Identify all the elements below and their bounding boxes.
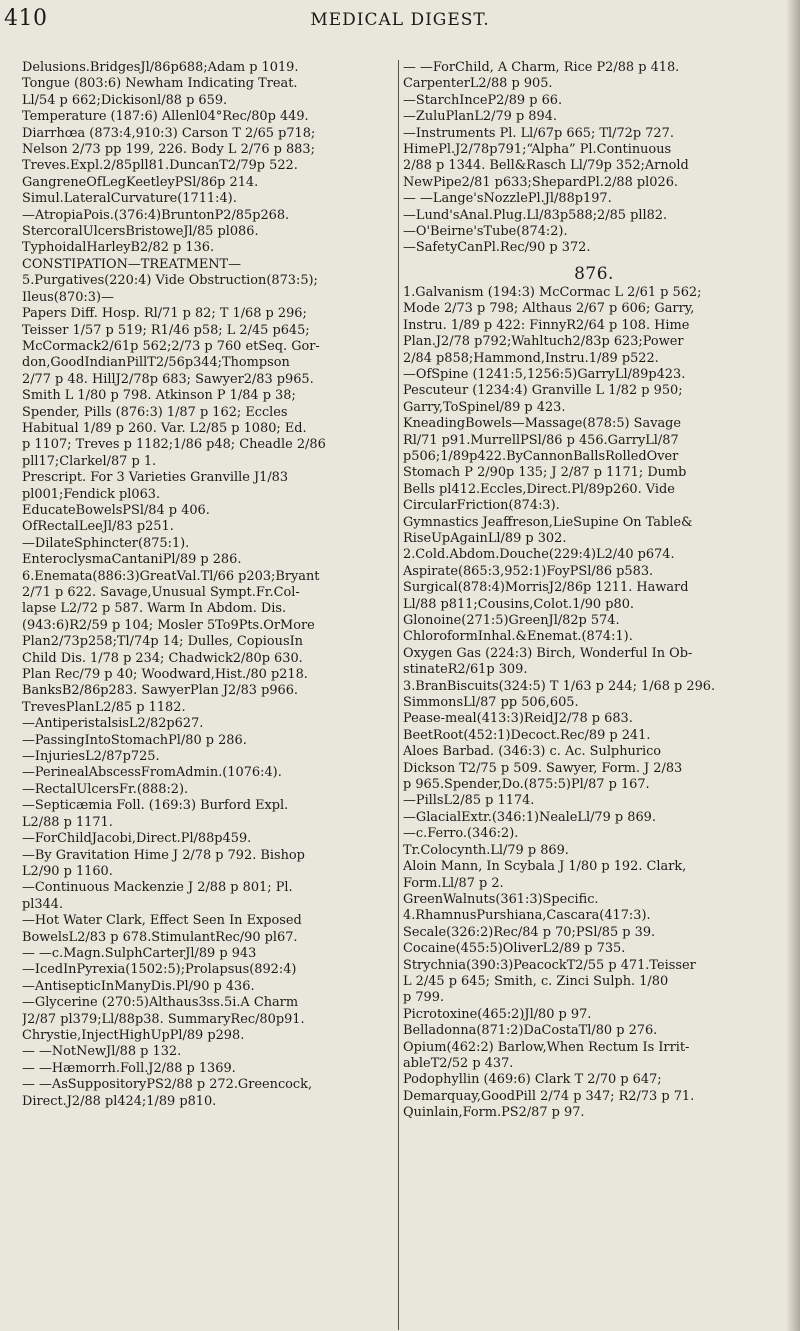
index-line: Temperature (187:6) Allenl04°Rec/80p 449. [22,109,309,125]
index-line: EducateBowelsPSl/84 p 406. [22,502,210,518]
index-line: — —c.Magn.SulphCarterJl/89 p 943 [22,945,257,961]
index-line: CircularFriction(874:3). [403,498,560,514]
index-line: BowelsL2/83 p 678.StimulantRec/90 pl67. [22,929,298,945]
index-line: Podophyllin (469:6) Clark T 2/70 p 647; [403,1072,662,1088]
index-line: —InjuriesL2/87p725. [22,749,160,765]
index-line: Opium(462:2) Barlow,When Rectum Is Irrit- [403,1039,690,1055]
index-line: ChloroformInhal.&Enemat.(874:1). [403,629,633,645]
index-line: —OfSpine (1241:5,1256:5)GarryLl/89p423. [403,366,686,382]
index-line: Secale(326:2)Rec/84 p 70;PSl/85 p 39. [403,924,656,940]
index-line: L2/88 p 1171. [22,814,113,830]
page-edge-shadow [786,0,800,1331]
index-line: Mode 2/73 p 798; Althaus 2/67 p 606; Garry, [403,301,695,317]
index-line: 2.Cold.Abdom.Douche(229:4)L2/40 p674. [403,547,675,563]
index-line: 5.Purgatives(220:4) Vide Obstruction(873:5); [22,273,318,289]
index-line: 4.RhamnusPurshiana,Cascara(417:3). [403,908,651,924]
index-line: Gymnastics Jeaffreson,LieSupine On Table& [403,514,693,530]
index-line: Habitual 1/89 p 260. Var. L2/85 p 1080; Ed. [22,420,307,436]
index-line: 6.Enemata(886:3)GreatVal.Tl/66 p203;Bryant [22,568,320,584]
index-line: — —ForChild, A Charm, Rice P2/88 p 418. [403,60,680,75]
index-line: Plan2/73p258;Tl/74p 14; Dulles, CopiousIn [22,634,303,650]
index-line: BeetRoot(452:1)Decoct.Rec/89 p 241. [403,727,651,743]
index-line: Nelson 2/73 pp 199, 226. Body L 2/76 p 883; [22,142,315,158]
right-column [403,60,785,1122]
index-line: 2/88 p 1344. Bell&Rasch Ll/79p 352;Arnold [403,158,689,174]
index-line: —AntiperistalsisL2/82p627. [22,716,204,732]
index-line: Form.Ll/87 p 2. [403,875,504,891]
index-line: don,GoodIndianPillT2/56p344;Thompson [22,355,290,371]
index-line: 2/71 p 622. Savage,Unusual Sympt.Fr.Col- [22,585,300,600]
index-line: Stomach P 2/90p 135; J 2/87 p 1171; Dumb [403,465,687,481]
left-column [22,60,399,1330]
index-line: pl344. [22,896,64,912]
page-number: 410 [4,6,48,31]
index-line: Teisser 1/57 p 519; R1/46 p58; L 2/45 p645; [22,322,310,338]
index-line: p 799. [403,990,445,1006]
index-line: 2/77 p 48. HillJ2/78p 683; Sawyer2/83 p965. [22,371,314,387]
index-line: —Continuous Mackenzie J 2/88 p 801; Pl. [22,880,293,896]
index-line: —AntisepticInManyDis.Pl/90 p 436. [22,978,255,994]
index-line: Bells pl412.Eccles,Direct.Pl/89p260. Vide [403,481,675,497]
index-line: Smith L 1/80 p 798. Atkinson P 1/84 p 38; [22,388,296,404]
index-line: Treves.Expl.2/85pll81.DuncanT2/79p 522. [22,158,298,174]
index-line: Picrotoxine(465:2)Jl/80 p 97. [403,1006,592,1022]
index-line: L2/90 p 1160. [22,863,113,879]
index-line: lapse L2/72 p 587. Warm In Abdom. Dis. [22,601,287,617]
index-line: RiseUpAgainLl/89 p 302. [403,530,567,546]
index-line: 1.Galvanism (194:3) McCormac L 2/61 p 562; [403,284,702,300]
index-line: pll17;Clarkel/87 p 1. [22,453,157,469]
index-line: — —Lange'sNozzlePl.Jl/88p197. [403,191,612,207]
index-line: —SafetyCanPl.Rec/90 p 372. [403,240,591,256]
index-line: p 1107; Treves p 1182;1/86 p48; Cheadle 2/86 [22,437,326,453]
index-line: Garry,ToSpinel/89 p 423. [403,399,566,415]
index-line: 3.BranBiscuits(324:5) T 1/63 p 244; 1/68 p 296. [403,678,716,694]
index-line: Simul.LateralCurvature(1711:4). [22,191,237,207]
index-line: GangreneOfLegKeetleyPSl/86p 214. [22,174,259,190]
index-line: Tongue (803:6) Newham Indicating Treat. [22,76,298,92]
index-line: Papers Diff. Hosp. Rl/71 p 82; T 1/68 p 296; [22,306,307,322]
index-line: Diarrhœa (873:4,910:3) Carson T 2/65 p718; [22,125,316,141]
index-line: Plan Rec/79 p 40; Woodward,Hist./80 p218. [22,667,308,683]
page-header [0,0,800,40]
index-line: — —NotNewJl/88 p 132. [22,1044,182,1060]
index-line: —c.Ferro.(346:2). [403,826,519,842]
index-line: EnteroclysmaCantaniPl/89 p 286. [22,552,242,568]
index-line: — —AsSuppositoryPS2/88 p 272.Greencock, [22,1077,313,1093]
index-line: Aspirate(865:3,952:1)FoyPSl/86 p583. [403,563,654,579]
index-line: McCormack2/61p 562;2/73 p 760 etSeq. Gor- [22,338,320,354]
index-line: Ll/88 p811;Cousins,Colot.1/90 p80. [403,596,634,612]
index-line: Tr.Colocynth.Ll/79 p 869. [403,842,569,858]
index-line: Ll/54 p 662;Dickisonl/88 p 659. [22,92,228,108]
index-line: NewPipe2/81 p633;ShepardPl.2/88 pl026. [403,174,678,190]
index-line: —O'Beirne'sTube(874:2). [403,224,568,240]
index-line: —PerinealAbscessFromAdmin.(1076:4). [22,765,282,781]
index-line: Plan.J2/78 p792;Wahltuch2/83p 623;Power [403,334,684,350]
right-column-continuation [403,60,785,257]
index-line: —Instruments Pl. Ll/67p 665; Tl/72p 727. [403,125,674,141]
index-line: TrevesPlanL2/85 p 1182. [22,699,186,715]
index-line: KneadingBowels—Massage(878:5) Savage [403,416,682,432]
index-line: Surgical(878:4)MorrisJ2/86p 1211. Haward [403,580,689,596]
index-line: —Glycerine (270:5)Althaus3ss.5i.A Charm [22,995,299,1011]
index-line: L 2/45 p 645; Smith, c. Zinci Sulph. 1/80 [403,973,669,989]
index-line: —Septicæmia Foll. (169:3) Burford Expl. [22,798,289,814]
index-line: (943:6)R2/59 p 104; Mosler 5To9Pts.OrMore [22,617,315,633]
index-line: 2/84 p858;Hammond,Instru.1/89 p522. [403,350,659,366]
running-title: MEDICAL DIGEST. [310,10,490,30]
index-line: p 965.Spender,Do.(875:5)Pl/87 p 167. [403,777,650,793]
index-line: CarpenterL2/88 p 905. [403,76,553,92]
index-line: Spender, Pills (876:3) 1/87 p 162; Eccles [22,404,288,420]
index-line: —IcedInPyrexia(1502:5);Prolapsus(892:4) [22,962,297,978]
index-line: Dickson T2/75 p 509. Sawyer, Form. J 2/83 [403,760,683,776]
index-line: HimePl.J2/78p791;“Alpha” Pl.Continuous [403,142,672,158]
index-line: —ZuluPlanL2/79 p 894. [403,109,558,125]
index-line: Glonoine(271:5)GreenJl/82p 574. [403,613,620,628]
index-line: —DilateSphincter(875:1). [22,535,190,551]
index-line: Chrystie,InjectHighUpPl/89 p298. [22,1027,245,1043]
index-line: Ileus(870:3)— [22,289,114,305]
index-line: p506;1/89p422.ByCannonBallsRolledOver [403,448,679,464]
index-line: J2/87 pl379;Ll/88p38. SummaryRec/80p91. [22,1011,305,1027]
index-line: Child Dis. 1/78 p 234; Chadwick2/80p 630. [22,650,303,666]
section-number: 876. [574,263,614,284]
index-line: Aloes Barbad. (346:3) c. Ac. Sulphurico [403,744,662,760]
index-line: —ForChildJacobi,Direct.Pl/88p459. [22,831,252,847]
index-line: —Lund'sAnal.Plug.Ll/83p588;2/85 pll82. [403,207,668,223]
index-line: stinateR2/61p 309. [403,662,528,678]
index-line: Rl/71 p91.MurrellPSl/86 p 456.GarryLl/87 [403,432,679,448]
index-line: Belladonna(871:2)DaCostaTl/80 p 276. [403,1023,658,1039]
index-line: Delusions.BridgesJl/86p688;Adam p 1019. [22,60,299,75]
right-column-entries [403,285,785,1122]
index-line: CONSTIPATION—TREATMENT— [22,256,242,272]
index-line: —Hot Water Clark, Effect Seen In Exposed [22,913,302,929]
index-line: Instru. 1/89 p 422: FinnyR2/64 p 108. Hime [403,317,690,333]
index-line: pl001;Fendick pl063. [22,486,161,502]
index-line: Oxygen Gas (224:3) Birch, Wonderful In Ob- [403,645,693,661]
index-line: Cocaine(455:5)OliverL2/89 p 735. [403,941,626,957]
index-line: SimmonsLl/87 pp 506,605. [403,695,579,711]
index-line: —AtropiaPois.(376:4)BruntonP2/85p268. [22,207,290,223]
index-line: Aloin Mann, In Scybala J 1/80 p 192. Clark, [403,859,687,875]
index-line: —GlacialExtr.(346:1)NealeLl/79 p 869. [403,809,656,825]
index-line: Demarquay,GoodPill 2/74 p 347; R2/73 p 71. [403,1088,695,1104]
index-line: Direct.J2/88 pl424;1/89 p810. [22,1093,217,1109]
index-line: Prescript. For 3 Varieties Granville J1/83 [22,470,289,486]
index-line: GreenWalnuts(361:3)Specific. [403,891,599,907]
index-line: —PillsL2/85 p 1174. [403,793,535,809]
index-line: —By Gravitation Hime J 2/78 p 792. Bishop [22,847,305,863]
index-line: —RectalUlcersFr.(888:2). [22,781,189,797]
index-line: Pescuteur (1234:4) Granville L 1/82 p 950; [403,383,683,399]
index-line: ableT2/52 p 437. [403,1055,514,1071]
index-line: OfRectalLeeJl/83 p251. [22,519,174,535]
index-line: — —Hæmorrh.Foll.J2/88 p 1369. [22,1060,236,1076]
index-line: TyphoidalHarleyB2/82 p 136. [22,240,215,256]
index-line: Quinlain,Form.PS2/87 p 97. [403,1105,585,1121]
index-line: —StarchInceP2/89 p 66. [403,92,563,108]
index-line: StercoralUlcersBristoweJl/85 pl086. [22,224,259,240]
index-line: Pease-meal(413:3)ReidJ2/78 p 683. [403,711,633,727]
index-line: —PassingIntoStomachPl/80 p 286. [22,732,247,748]
index-line: BanksB2/86p283. SawyerPlan J2/83 p966. [22,683,299,699]
index-line: Strychnia(390:3)PeacockT2/55 p 471.Teisser [403,957,696,973]
